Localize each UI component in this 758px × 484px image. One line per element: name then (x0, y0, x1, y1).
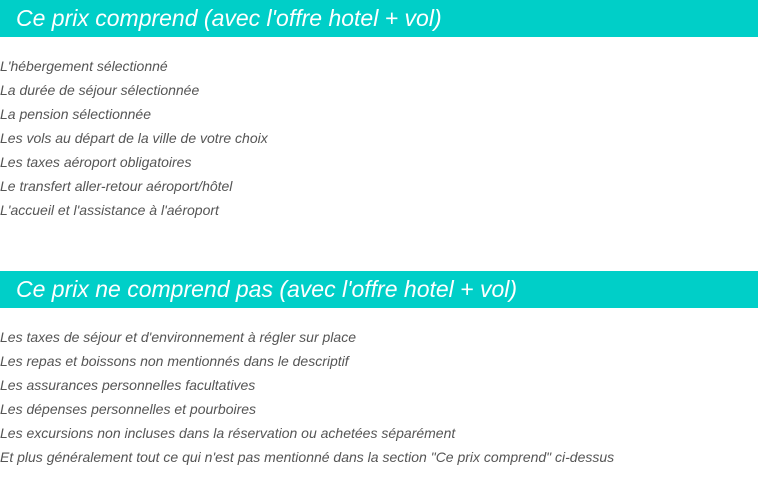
list-item: La pension sélectionnée (0, 106, 152, 122)
list-item: Et plus généralement tout ce qui n'est pas mentionné dans la section "Ce prix comprend" ci-dessus (0, 449, 615, 465)
list-item: Le transfert aller-retour aéroport/hôtel (0, 178, 233, 194)
excluded-list (0, 325, 758, 469)
list-item: Les excursions non incluses dans la réservation ou achetées séparément (0, 425, 456, 441)
excluded-heading: Ce prix ne comprend pas (avec l'offre hotel + vol) (0, 271, 758, 308)
list-item: Les repas et boissons non mentionnés dans le descriptif (0, 353, 349, 369)
list-item: Les dépenses personnelles et pourboires (0, 401, 257, 417)
list-item: La durée de séjour sélectionnée (0, 82, 200, 98)
included-section (0, 0, 758, 222)
list-item: L'hébergement sélectionné (0, 58, 168, 74)
list-item: Les taxes de séjour et d'environnement à régler sur place (0, 329, 356, 345)
excluded-section (0, 271, 758, 469)
included-list (0, 54, 758, 222)
list-item: Les vols au départ de la ville de votre choix (0, 130, 268, 146)
list-item: Les assurances personnelles facultatives (0, 377, 256, 393)
list-item: L'accueil et l'assistance à l'aéroport (0, 202, 219, 218)
included-heading: Ce prix comprend (avec l'offre hotel + vol) (0, 0, 758, 37)
list-item: Les taxes aéroport obligatoires (0, 154, 192, 170)
